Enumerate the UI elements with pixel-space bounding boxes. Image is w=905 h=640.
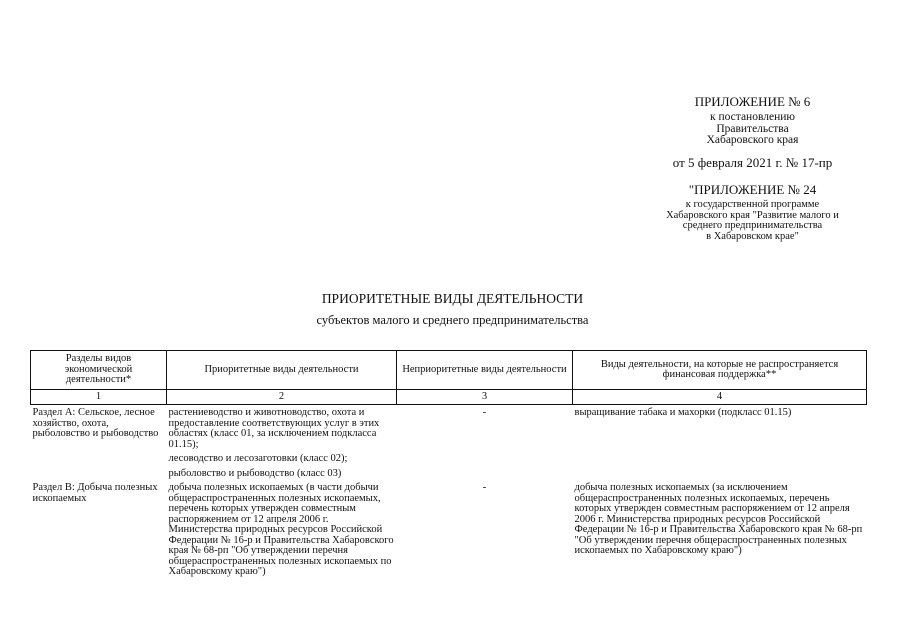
nonpriority-cell: - [482, 482, 487, 493]
section-cell: Раздел A: Сельское, лесное хозяйство, охота, рыболовство и рыбоводство [32, 407, 159, 439]
header-sections: Разделы видов экономической деятельности* [31, 351, 167, 390]
column-number: 3 [397, 390, 573, 405]
appendix-6-line: Правительства [716, 122, 789, 135]
priority-item: лесоводство и лесозаготовки (класс 02); [168, 453, 348, 464]
column-number: 2 [167, 390, 397, 405]
appendix-24-line: среднего предпринимательства [682, 220, 823, 231]
appendix-24-subtitle [600, 200, 905, 242]
column-number: 4 [573, 390, 867, 405]
header-nonpriority: Неприоритетные виды деятельности [397, 351, 573, 390]
column-number: 1 [31, 390, 167, 405]
appendix-24-line: в Хабаровском крае" [706, 230, 799, 242]
appendix-24-line: Хабаровского края "Развитие малого и [666, 209, 839, 221]
document-subtitle: субъектов малого и среднего предпринимательства [316, 313, 589, 327]
appendix-6-line: Хабаровского края [706, 134, 799, 146]
appendix-24-line: к государственной программе [685, 199, 820, 210]
priority-item: растениеводство и животноводство, охота и предоставление соответствующих услуг в этих областях (класс 01, за исключением подкласса 01.15); [168, 407, 380, 450]
appendix-24-title-text: "ПРИЛОЖЕНИЕ № 24 [688, 182, 817, 197]
appendix-6-line: к постановлению [710, 111, 795, 123]
table-header-row [31, 351, 867, 390]
appendix-6-title [600, 95, 905, 108]
unsupported-cell: добыча полезных ископаемых (за исключением общераспространенных полезных ископаемых, перечень которых утвержден совместным распоряжением от 12 апреля 2006 г. Министерства природных ресурсов Российской Федерации № 16-р и Правительства Хабаровского края № 68-рп "Об утверждении перечня общераспространенных полезных ископаемых по Хабаровскому краю") [574, 482, 863, 556]
column-number-row [31, 390, 867, 405]
nonpriority-cell: - [482, 407, 487, 418]
section-cell: Раздел B: Добыча полезных ископаемых [32, 482, 158, 504]
header-unsupported: Виды деятельности, на которые не распространяется финансовая поддержка** [573, 351, 867, 390]
appendix-6-subtitle [600, 112, 905, 147]
priority-cell [167, 408, 397, 483]
appendix-6-date-text: от 5 февраля 2021 г. № 17-пр [672, 155, 833, 170]
activities-table [30, 350, 867, 582]
priority-item: рыболовство и рыбоводство (класс 03) [168, 467, 342, 479]
header-priority: Приоритетные виды деятельности [167, 351, 397, 390]
appendix-6-title-text: ПРИЛОЖЕНИЕ № 6 [694, 94, 811, 109]
unsupported-cell: выращивание табака и махорки (подкласс 01.15) [574, 407, 792, 418]
document-title: ПРИОРИТЕТНЫЕ ВИДЫ ДЕЯТЕЛЬНОСТИ [321, 291, 584, 306]
appendix-24-title [600, 183, 905, 196]
table-row [31, 483, 867, 582]
priority-cell [167, 483, 397, 582]
appendix-6-date [600, 156, 905, 169]
priority-item: добыча полезных ископаемых (в части добычи общераспространенных полезных ископаемых, перечень которых утвержден совместным распоряжением от 12 апреля 2006 г. Министерства природных ресурсов Российской Федерации № 16-р и Правительства Хабаровского края № 68-рп "Об утверждении перечня общераспространенных полезных ископаемых по Хабаровскому краю") [168, 482, 394, 577]
table-row [31, 408, 867, 483]
